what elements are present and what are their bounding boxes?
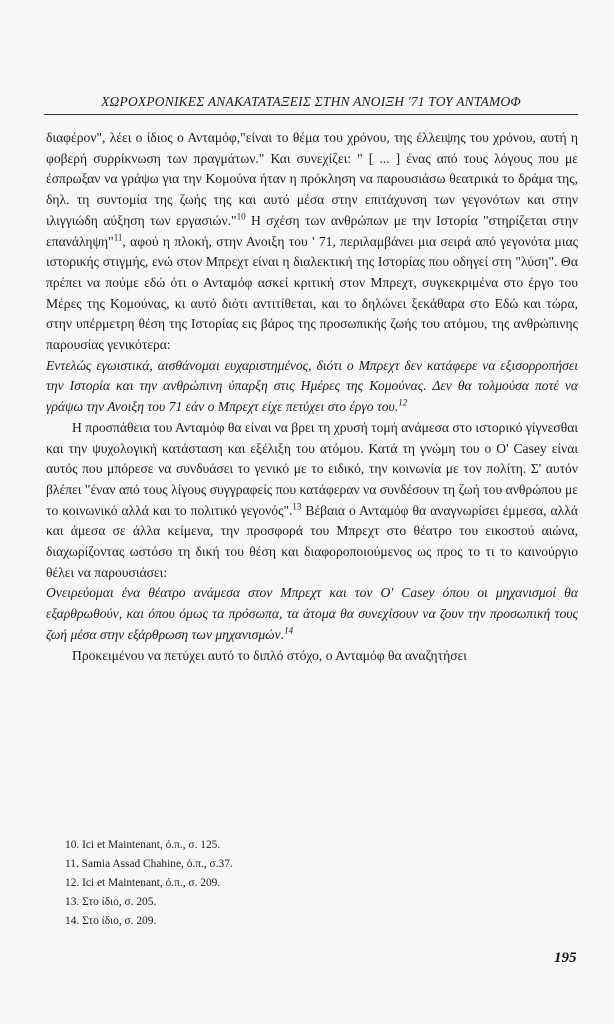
footnote-12: 12. Ici et Maintenant, ό.π., σ. 209.: [65, 876, 221, 889]
body-text: [46, 128, 578, 666]
block-quote-2-text: Ονειρεύομαι ένα θέατρο ανάμεσα στον Μπρεχτ και τον O' Casey όπου οι μηχανισμοί θα εξαρθρωθούν, και όπου όμως τα πρόσωπα, τα άτομα θα συνεχίσουν να ζουν την προσωπική τους ζωή μέσα στην εξάρθρωση των μηχανισμών.: [46, 585, 578, 642]
paragraph-1-part-c: , αφού η πλοκή, στην Ανοιξη του ' 71, περιλαμβάνει μια σειρά από γεγονότα μιας ιστορικής στιγμής, ενώ στον Μπρεχτ είναι η διαλεκτική της Ιστορίας που οδηγεί στη "λύση". Θα πρέπει να πούμε εδώ ότι ο Ανταμόφ ασκεί κριτική στον Μπρεχτ, συγκεκριμένα στο έργο του Μέρες της Κομούνας, κι αυτό διότι αντιτίθεται, και το δηλώνει ξεκάθαρα στο Εδώ και τώρα, στην υπέρμετρη θέση της Ιστορίας εις βάρος της προσωπικής ζωής του ατόμου, της ανθρώπινης παρουσίας γενικότερα:: [46, 233, 578, 353]
paragraph-1: [46, 128, 578, 356]
header-rule: [44, 114, 578, 115]
paragraph-1-part-b: Η σχέση των ανθρώπων με την Ιστορία "στηρίζεται στην επανάληψη": [46, 212, 579, 249]
footnote-ref-10[interactable]: 10: [236, 211, 246, 222]
footnote-ref-12[interactable]: 12: [398, 397, 408, 408]
running-header: ΧΩΡΟΧΡΟΝΙΚΕΣ ΑΝΑΚΑΤΑΤΑΞΕΙΣ ΣΤΗΝ ΑΝΟΙΞΗ '71 ΤΟΥ ΑΝΤΑΜΟΦ: [101, 94, 521, 109]
paragraph-2: [46, 418, 578, 584]
paragraph-2-part-a: Η προσπάθεια του Ανταμόφ θα είναι να βρει τη χρυσή τομή ανάμεσα στο ιστορικό γίγνεσθαι και την ψυχολογική κατάσταση και εξέλιξη του ατόμου. Κατά τη γνώμη του ο O' Casey είναι αυτός που μπόρεσε να συνδυάσει το γενικό με το ειδικό, την κοινωνία με τον πολίτη. Σ' αυτόν βλέπει "έναν από τους λίγους συγγραφείς που κατάφεραν να συνδέσουν τη ζωή του ανθρώπου με το κοινωνικό αλλά και το πολιτικό γεγονός".: [46, 419, 578, 518]
paragraph-3: Προκειμένου να πετύχει αυτό το διπλό στόχο, ο Ανταμόφ θα αναζητήσει: [72, 647, 467, 663]
block-quote-1-text: Εντελώς εγωιστικά, αισθάνομαι ευχαριστημένος, διότι ο Μπρεχτ δεν κατάφερε να εξισορροπήσει την Ιστορία και την ανθρώπινη ύπαρξη στις Ημέρες της Κομούνας. Δεν θα τολμούσα ποτέ να γράψω την Ανοιξη του 71 εάν ο Μπρεχτ είχε πετύχει στο έργο του.: [46, 357, 578, 415]
page-number: 195: [554, 950, 577, 966]
block-quote-2: [46, 583, 578, 645]
footnote-11: 11. Samia Assad Chahine, ό.π., σ.37.: [65, 857, 233, 870]
footnote-14: 14. Στο ίδιο, σ. 209.: [65, 914, 157, 927]
block-quote-1: [46, 356, 578, 418]
footnote-ref-13[interactable]: 13: [292, 501, 302, 512]
footnote-ref-11[interactable]: 11: [113, 231, 123, 242]
paragraph-1-part-a: διαφέρον", λέει ο ίδιος ο Ανταμόφ,"είναι το θέμα του χρόνου, της έλλειψης του χρόνου, αυτή η φοβερή συρρίκνωση των πραγμάτων." Και συνεχίζει: " [ ... ] ένας από τους λόγους που με έσπρωξαν να γράψω για την Κομούνα ήταν η πρόκληση να παρουσιάσω θεατρικά το δράμα της, δηλ. τη συντομία της ζωής της και αυτό μέσα στην επιτάχυνση των γεγονότων και στην ιλιγγιώδη αύξηση των εργασιών.": [46, 130, 578, 228]
footnote-ref-14[interactable]: 14: [284, 625, 294, 636]
footnote-13: 13. Στο ίδιο, σ. 205.: [65, 895, 157, 908]
footnotes: [65, 836, 233, 931]
footnote-10: 10. Ici et Maintenant, ό.π., σ. 125.: [65, 839, 221, 851]
paragraph-2-part-b: Βέβαια ο Ανταμόφ θα αναγνωρίσει έμμεσα, αλλά και άμεσα σε άλλα κείμενα, την προσφορά του Μπρεχτ στο θέατρο του εικοστού αιώνα, διαχωρίζοντας ωστόσο τη δική του θέση και διαφοροποιούμενος ως προς το τι το καινούργιο θέλει να παρουσιάσει:: [46, 502, 578, 580]
